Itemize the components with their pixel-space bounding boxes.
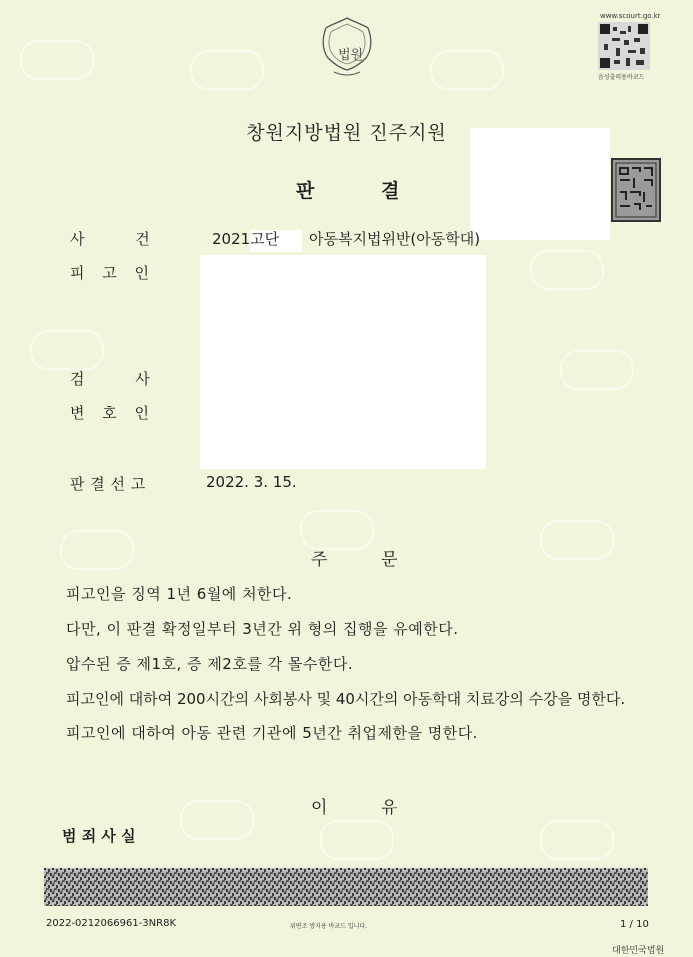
ruling-line: 다만, 이 판결 확정일부터 3년간 위 형의 집행을 유예한다. xyxy=(66,620,459,638)
ruling-line: 압수된 증 제1호, 증 제2호를 각 몰수한다. xyxy=(66,655,354,673)
watermark-shape xyxy=(320,820,394,860)
barcode-note: 위변조 방지용 바코드 입니다. xyxy=(290,923,368,930)
watermark-shape xyxy=(540,820,614,860)
document-title-right: 결 xyxy=(381,180,400,202)
redaction-block xyxy=(470,128,610,240)
anti-forgery-barcode xyxy=(44,868,648,906)
case-number: 2021고단 xyxy=(212,230,280,248)
watermark-shape xyxy=(530,250,604,290)
watermark-shape xyxy=(20,40,94,80)
watermark-shape xyxy=(190,50,264,90)
ruling-line: 피고인을 징역 1년 6월에 처한다. xyxy=(66,585,293,603)
document-number: 2022-0212066961-3NR8K xyxy=(46,918,176,929)
court-name: 창원지방법원 진주지원 xyxy=(246,122,447,144)
case-name: 아동복지법위반(아동학대) xyxy=(309,230,481,248)
qr-caption: 음성출력용바코드 xyxy=(598,74,645,81)
document-title-left: 판 xyxy=(296,180,315,202)
watermark-shape xyxy=(30,330,104,370)
page-count: 1 / 10 xyxy=(620,919,649,930)
watermark-shape xyxy=(540,520,614,560)
emblem-label: 법원 xyxy=(338,48,364,63)
reasons-heading-left: 이 xyxy=(311,798,328,818)
case-label: 사 건 xyxy=(70,230,150,248)
prosecutor-label: 검 사 xyxy=(70,370,150,388)
section-title: 범 죄 사 실 xyxy=(62,827,136,845)
ruling-heading-right: 문 xyxy=(381,550,398,570)
court-seal-icon xyxy=(611,158,661,222)
watermark-shape xyxy=(560,350,634,390)
watermark-shape xyxy=(60,530,134,570)
sentence-date: 2022. 3. 15. xyxy=(206,473,297,491)
defense-counsel-label: 변 호 인 xyxy=(70,404,150,422)
sentence-date-label: 판 결 선 고 xyxy=(70,475,146,493)
qr-code-icon xyxy=(598,22,650,70)
qr-url: www.scourt.go.kr xyxy=(600,12,661,20)
issuing-court: 대한민국법원 xyxy=(612,946,665,956)
ruling-line: 피고인에 대하여 아동 관련 기관에 5년간 취업제한을 명한다. xyxy=(66,724,478,742)
ruling-line: 피고인에 대하여 200시간의 사회봉사 및 40시간의 아동학대 치료강의 수강을 명한다. xyxy=(66,690,626,708)
watermark-shape xyxy=(180,800,254,840)
watermark-shape xyxy=(430,50,504,90)
reasons-heading-right: 유 xyxy=(381,798,398,818)
watermark-shape xyxy=(300,510,374,550)
ruling-heading-left: 주 xyxy=(311,550,328,570)
defendant-label: 피 고 인 xyxy=(70,264,150,282)
redaction-block xyxy=(200,255,486,469)
